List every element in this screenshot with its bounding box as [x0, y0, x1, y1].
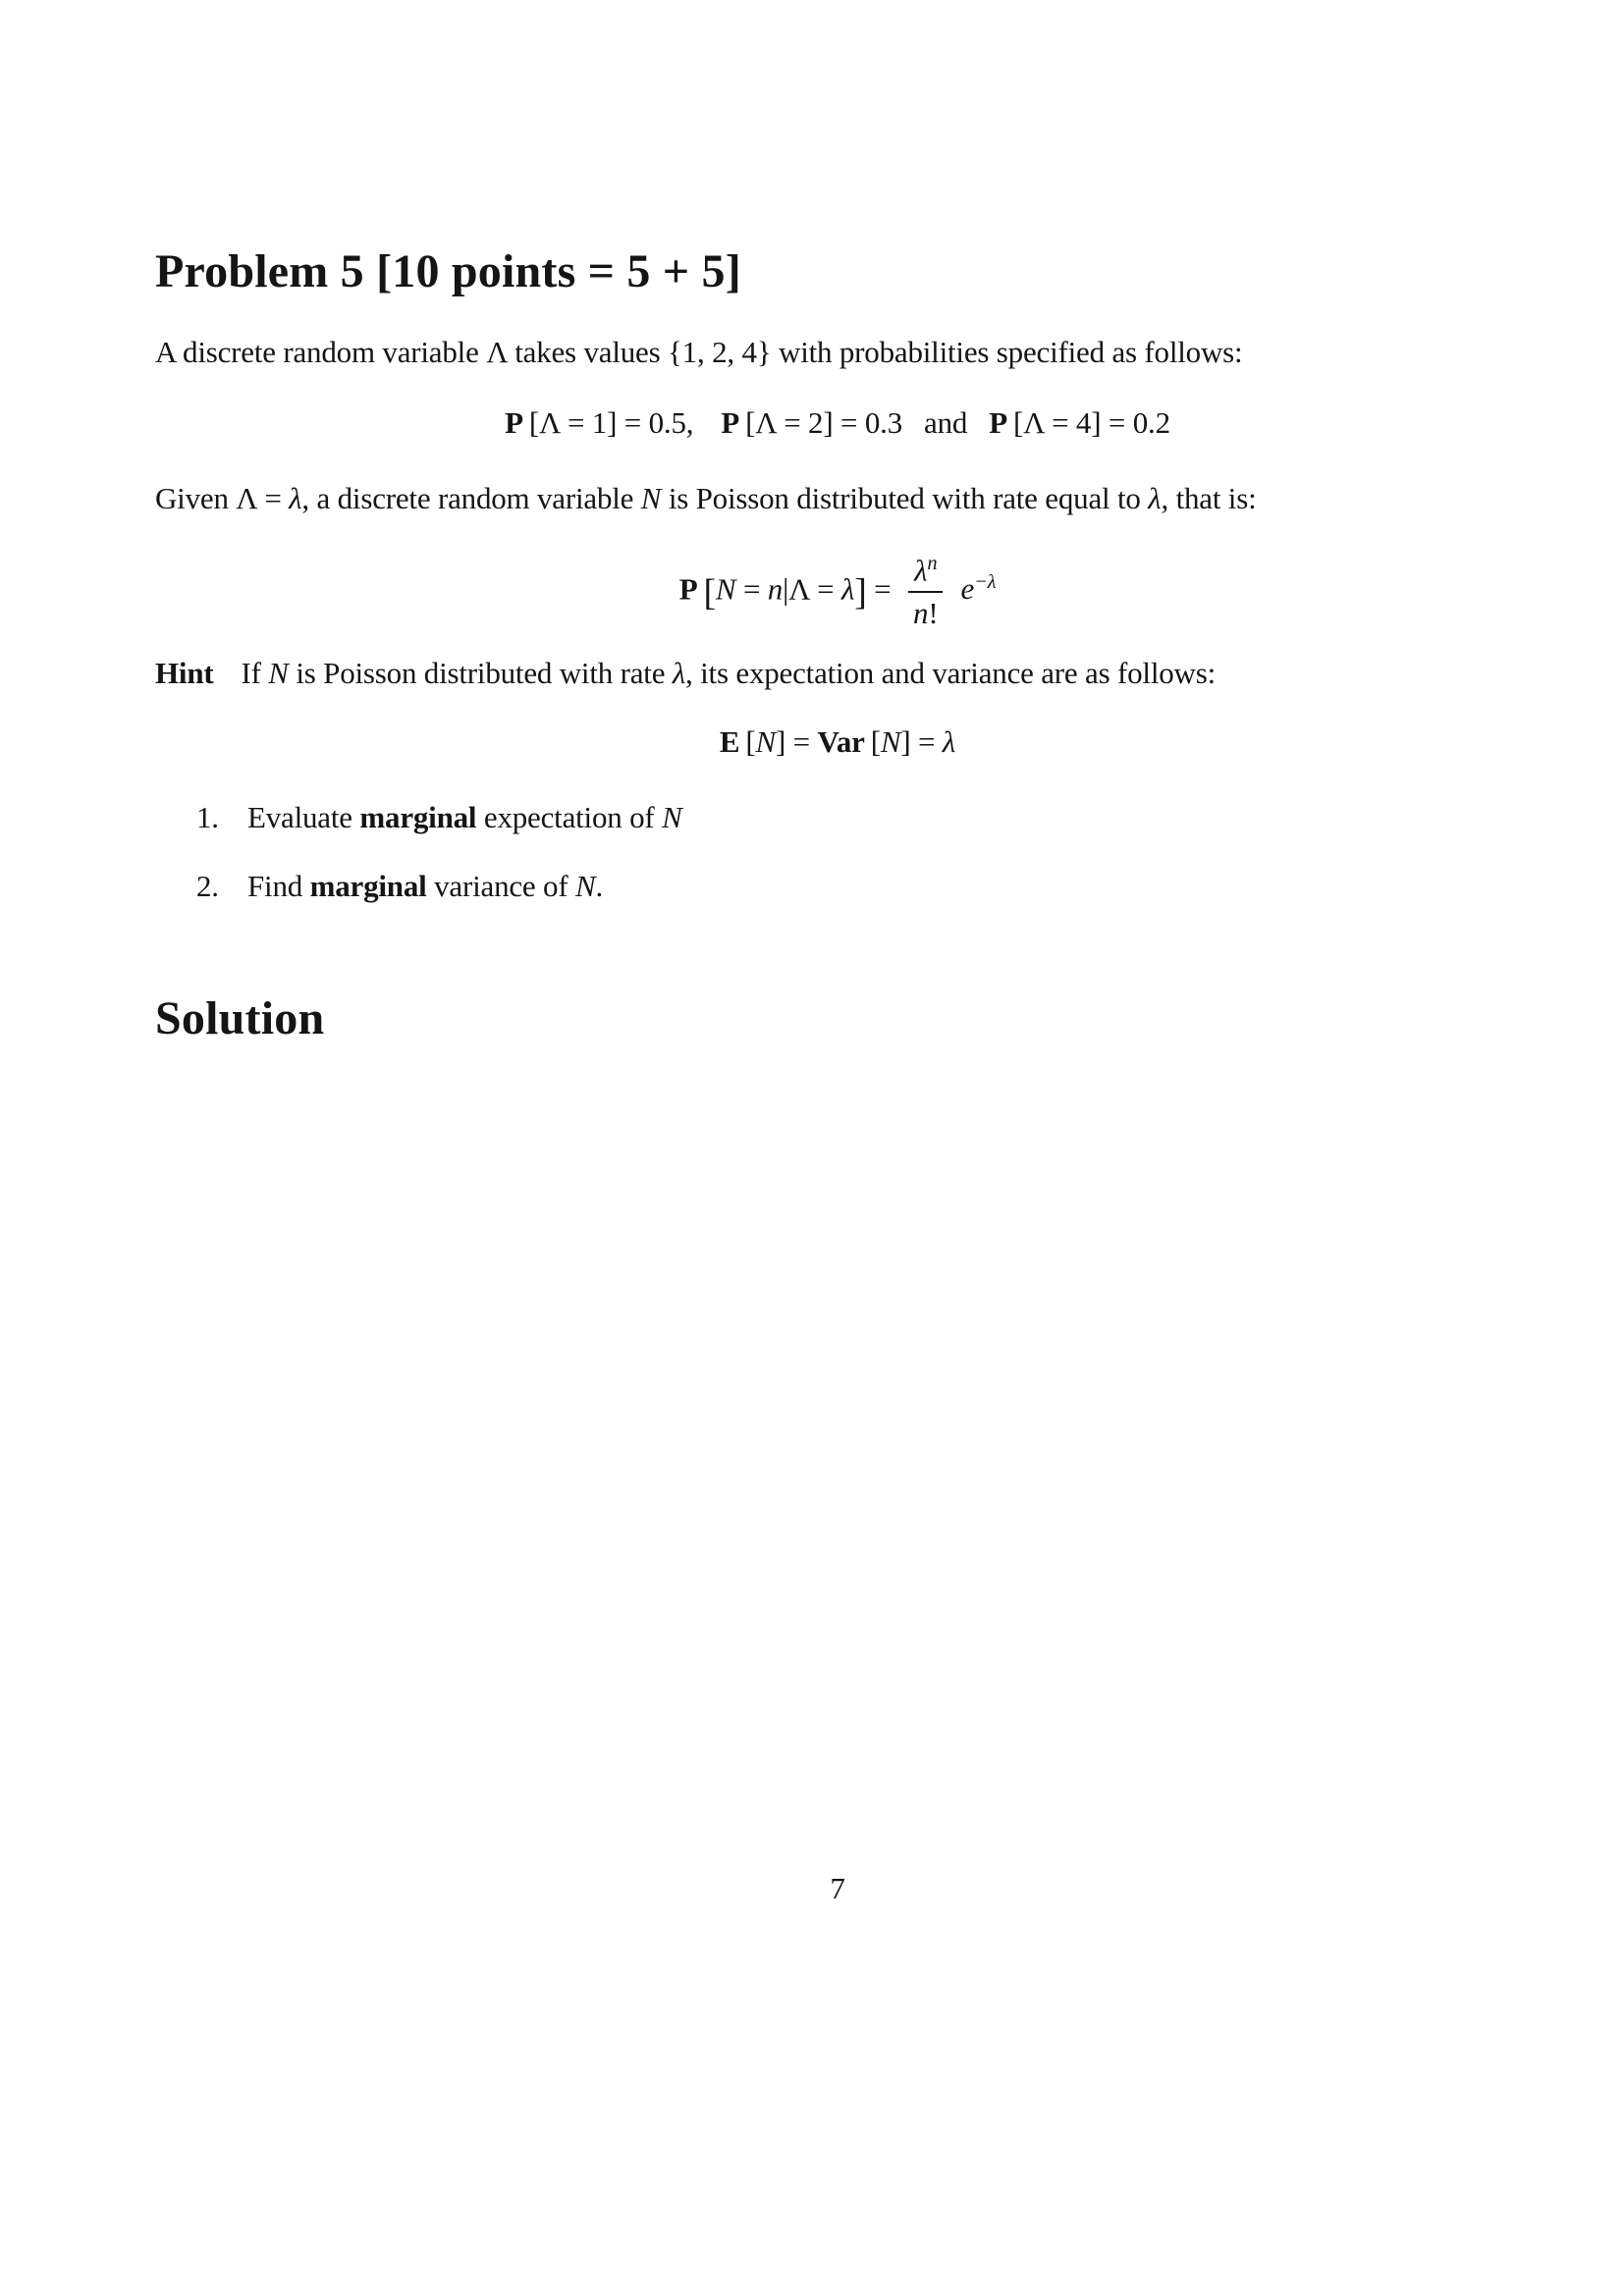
n-variable-token: n: [767, 571, 784, 607]
prob-2-token: [Λ = 2] = 0.3: [745, 405, 903, 440]
bracket-equals-token: ] =: [900, 724, 943, 759]
text-token: is Poisson distributed with rate: [288, 656, 673, 690]
list-item-number: 2.: [196, 869, 219, 903]
prob-4-token: [Λ = 4] = 0.2: [1012, 405, 1170, 440]
Lambda-equals-token: Λ =: [788, 571, 841, 607]
and-token: and: [924, 405, 968, 440]
fraction-denominator: [908, 591, 943, 631]
n-superscript-token: n: [927, 553, 938, 575]
marginal-emphasis-token: marginal: [309, 869, 427, 903]
N-variable-token: N: [755, 724, 776, 759]
right-bracket-token: ]: [854, 571, 867, 614]
text-token: , its expectation and variance are as follows:: [685, 656, 1217, 690]
list-item: [196, 800, 682, 835]
solution-heading: Solution: [155, 992, 325, 1044]
N-variable-token: N: [715, 571, 736, 607]
bold-P-token: P: [678, 571, 698, 607]
expectation-variance-equation: [155, 724, 1520, 760]
text-token: .: [595, 869, 604, 903]
intro-paragraph: [155, 334, 1520, 370]
lambda-token: λ: [840, 571, 855, 607]
text-token: If: [241, 656, 269, 690]
bold-P-token: P: [989, 405, 1007, 440]
N-variable-token: N: [880, 724, 901, 759]
bold-E-token: E: [719, 724, 740, 759]
minus-lambda-superscript-token: −λ: [974, 571, 997, 593]
list-item-number: 1.: [196, 800, 219, 834]
lambda-token: λ: [942, 724, 956, 759]
text-token: is Poisson distributed with rate equal to: [661, 481, 1149, 515]
lambda-token: λ: [289, 481, 302, 515]
given-paragraph: [155, 480, 1520, 516]
probability-equation: [155, 405, 1520, 441]
hint-paragraph: [155, 655, 1520, 691]
left-bracket-token: [: [745, 724, 756, 759]
intro-text: A discrete random variable Λ takes values {1, 2, 4} with probabilities specified as follows:: [155, 335, 1243, 369]
list-item: [196, 869, 603, 904]
bracket-equals-token: ] =: [776, 724, 818, 759]
left-bracket-token: [: [870, 724, 881, 759]
lambda-token: λ: [914, 553, 928, 588]
poisson-equation: [155, 541, 1520, 634]
bold-P-token: P: [721, 405, 740, 440]
n-variable-token: n: [913, 596, 929, 631]
text-token: Evaluate: [247, 800, 360, 834]
fraction: [908, 553, 943, 631]
N-variable-token: N: [268, 656, 289, 690]
text-token: , that is:: [1161, 481, 1257, 515]
text-token: Given Λ =: [155, 481, 290, 515]
N-variable-token: N: [662, 800, 682, 834]
N-variable-token: N: [575, 869, 596, 903]
bold-P-token: P: [505, 405, 523, 440]
lambda-token: λ: [1148, 481, 1162, 515]
factorial-token: !: [928, 596, 939, 631]
e-token: e: [960, 571, 974, 607]
text-token: Find: [247, 869, 310, 903]
N-variable-token: N: [640, 481, 662, 515]
hint-label: Hint: [155, 656, 214, 690]
problem-title: Problem 5 [10 points = 5 + 5]: [155, 245, 741, 297]
pipe-token: |: [783, 571, 789, 607]
fraction-numerator: [909, 553, 942, 591]
page-number: 7: [830, 1871, 845, 1905]
lambda-token: λ: [672, 656, 686, 690]
equals-token: =: [866, 571, 898, 607]
text-token: expectation of: [476, 800, 663, 834]
equals-token: =: [735, 571, 768, 607]
bold-Var-token: Var: [817, 724, 865, 759]
prob-1-token: [Λ = 1] = 0.5,: [528, 405, 694, 440]
left-bracket-token: [: [703, 571, 716, 614]
text-token: , a discrete random variable: [301, 481, 641, 515]
marginal-emphasis-token: marginal: [359, 800, 477, 834]
text-token: variance of: [426, 869, 576, 903]
